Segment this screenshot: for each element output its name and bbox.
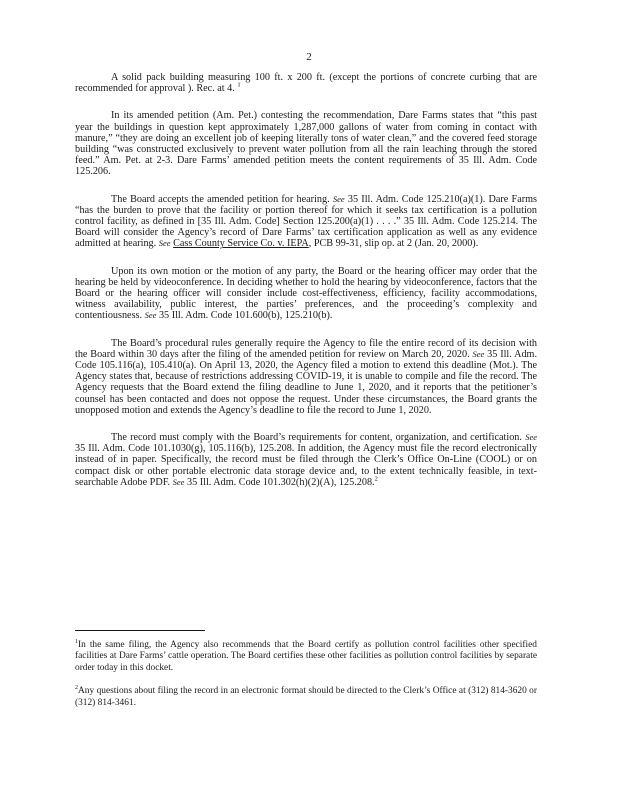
paragraph-text: 35 Ill. Adm. Code 101.1030(g), 105.116(b), 125.208. In addition, the Agency must file the record electronically instead of in paper. Specifically, the record must be filed through the Clerk’s Office On-Line (COOL) or on compact disk or other portable electronic data storage device and, to the extent technically feasible, in text-searchable Adobe PDF. <box>75 443 537 488</box>
paragraph-text: The Board’s procedural rules generally require the Agency to file the entire record of its decision with the Board within 30 days after the filing of the amended petition for review on March 20, 2020. <box>75 337 537 360</box>
footnote-ref: 2 <box>374 475 378 483</box>
paragraph-record-requirements <box>75 432 537 488</box>
footnote-1 <box>75 640 537 674</box>
case-citation: Cass County Service Co. v. IEPA <box>173 238 309 250</box>
paragraph-text: , PCB 99-31, slip op. at 2 (Jan. 20, 2000). <box>308 238 479 250</box>
footnote-text: Any questions about filing the record in an electronic format should be directed to the Clerk’s Office at (312) 814-3620 or (312) 814-3461. <box>75 686 537 708</box>
footnote-text: In the same filing, the Agency also recommends that the Board certify as pollution control facilities other specified facilities at Dare Farms’ cattle operation. The Board certifies these other facilities as pollution control facilities by separate order today in this docket. <box>75 640 537 673</box>
footnotes <box>75 630 537 721</box>
citation-signal: See <box>332 193 345 204</box>
paragraph-text: 35 Ill. Adm. Code 101.302(h)(2)(A), 125.208. <box>186 476 375 488</box>
paragraph-facility-description <box>75 72 537 94</box>
paragraph-text: A solid pack building measuring 100 ft. x 200 ft. (except the portions of concrete curbing that are recommended for approval ). Rec. at 4. <box>75 72 537 95</box>
document-body <box>75 72 537 504</box>
paragraph-text: 35 Ill. Adm. Code 125.210(a)(1). Dare Farms “has the burden to prove that the facility or portion thereof for which it seeks tax certification is a pollution control facility, as defined in [35 Ill. Adm. Code] Section 125.200(a)(1) . . . .” 35 Ill. Adm. Code 125.214. The Board will consider the Agency’s record of Dare Farms’ tax certification application as well as any evidence admitted at hearing. <box>75 193 538 250</box>
paragraph-procedural-rules <box>75 338 537 416</box>
paragraph-text: 35 Ill. Adm. Code 101.600(b), 125.210(b). <box>158 310 333 322</box>
paragraph-amended-petition <box>75 110 537 177</box>
paragraph-text: The Board accepts the amended petition for hearing. <box>111 193 330 205</box>
footnote-2 <box>75 686 537 709</box>
paragraph-text: Upon its own motion or the motion of any party, the Board or the hearing officer may order that the hearing be held by videoconference. In deciding whether to hold the hearing by videoconference, factors that the Board or the hearing officer will consider include cost-effectiveness, efficiency, facility accommodations, witness availability, public interest, the parties’ preferences, and the proceeding’s complexity and contentiousness. <box>75 265 537 322</box>
paragraph-text: 35 Ill. Adm. Code 105.116(a), 105.410(a). On April 13, 2020, the Agency filed a motion to extend this deadline (Mot.). The Agency states that, because of restrictions addressing COVID-19, it is unable to compile and file the record. The Agency requests that the Board extend the filing deadline to June 1, 2020, and it reports that the petitioner’s counsel has been contacted and does not oppose the request. Under these circumstances, the Board grants the unopposed motion and extends the Agency’s deadline to file the record to June 1, 2020. <box>75 348 538 416</box>
paragraph-text: The record must comply with the Board’s requirements for content, organization, and certification. <box>111 432 522 444</box>
citation-signal: See <box>144 310 157 321</box>
citation-signal: See <box>172 476 185 487</box>
citation-signal: See <box>525 432 537 443</box>
citation-signal: See <box>472 348 485 359</box>
page-number: 2 <box>306 51 312 63</box>
paragraph-text: In its amended petition (Am. Pet.) contesting the recommendation, Dare Farms states that “this past year the buildings in question kept approximately 1,287,000 gallons of water from coming in contact with manure,” “they are doing an excellent job of keeping literally tons of water clean,” and the covered feed storage building “was constructed exclusively to prevent water pollution from all the rain leaching through the stored feed.” Am. Pet. at 2-3. Dare Farms’ amended petition meets the content requirements of 35 Ill. Adm. Code 125.206. <box>75 110 537 178</box>
paragraph-board-accepts <box>75 194 537 250</box>
citation-signal: See <box>158 238 171 249</box>
footnote-ref: 1 <box>237 81 241 89</box>
footnote-number: 1 <box>75 638 78 645</box>
footnote-number: 2 <box>75 685 78 692</box>
footnote-divider <box>75 630 205 631</box>
paragraph-videoconference <box>75 266 537 322</box>
